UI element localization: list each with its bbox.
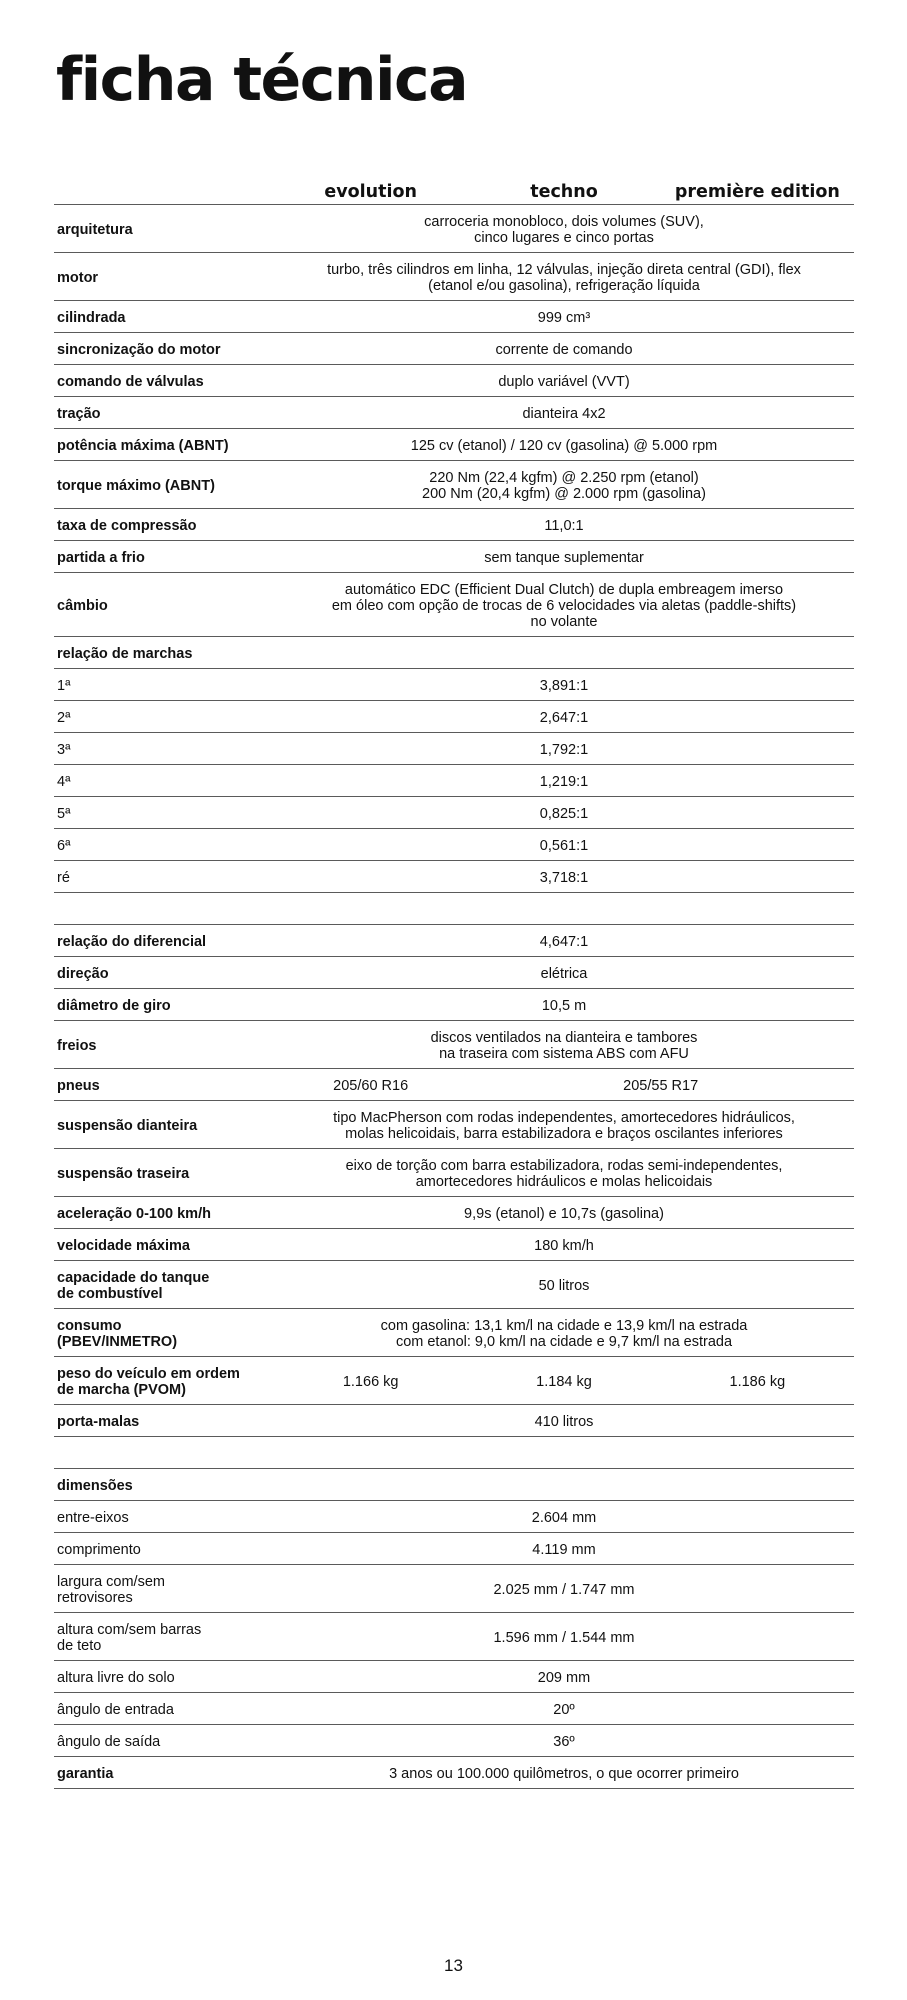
spec-row: [54, 1021, 854, 1069]
spec-row: [54, 1613, 854, 1661]
spec-value: 220 Nm (22,4 kgfm) @ 2.250 rpm (etanol) 200 Nm (20,4 kgfm) @ 2.000 rpm (gasolina): [274, 461, 854, 509]
spec-value: tipo MacPherson com rodas independentes, amortecedores hidráulicos, molas helicoidais, barra estabilizadora e braços oscilantes inferiores: [274, 1101, 854, 1149]
spec-label: taxa de compressão: [54, 509, 274, 541]
spec-label: direção: [54, 957, 274, 989]
column-header-techno: techno: [467, 172, 660, 205]
spec-row: [54, 1693, 854, 1725]
column-header-row: [54, 172, 854, 205]
spec-label: relação de marchas: [54, 637, 274, 669]
spec-label: peso do veículo em ordem de marcha (PVOM): [54, 1357, 274, 1405]
spec-value: 999 cm³: [274, 301, 854, 333]
spec-row: [54, 205, 854, 253]
spec-value: 1,219:1: [274, 765, 854, 797]
spec-row: [54, 1501, 854, 1533]
spec-value: 2,647:1: [274, 701, 854, 733]
spec-label: entre-eixos: [54, 1501, 274, 1533]
spec-row: [54, 1309, 854, 1357]
spec-value: 2.025 mm / 1.747 mm: [274, 1565, 854, 1613]
spec-value: 410 litros: [274, 1405, 854, 1437]
spec-label: sincronização do motor: [54, 333, 274, 365]
spec-value: 1,792:1: [274, 733, 854, 765]
spec-value: automático EDC (Efficient Dual Clutch) de dupla embreagem imerso em óleo com opção de trocas de 6 velocidades via aletas (paddle-shifts) no volante: [274, 573, 854, 637]
spec-value-techno: 1.184 kg: [467, 1357, 660, 1405]
spec-row: [54, 1101, 854, 1149]
spec-value: 4.119 mm: [274, 1533, 854, 1565]
spec-label: largura com/sem retrovisores: [54, 1565, 274, 1613]
spec-value: duplo variável (VVT): [274, 365, 854, 397]
spec-value: com gasolina: 13,1 km/l na cidade e 13,9 km/l na estrada com etanol: 9,0 km/l na cidade e 9,7 km/l na estrada: [274, 1309, 854, 1357]
page-title: ficha técnica: [56, 45, 468, 115]
spec-row: [54, 1229, 854, 1261]
spec-label: ângulo de saída: [54, 1725, 274, 1757]
spec-value-premiere: 1.186 kg: [661, 1357, 854, 1405]
spec-value: 4,647:1: [274, 925, 854, 957]
spec-row: [54, 573, 854, 637]
spec-value: 209 mm: [274, 1661, 854, 1693]
spec-label: câmbio: [54, 573, 274, 637]
spec-value: [274, 637, 854, 669]
spec-label: suspensão dianteira: [54, 1101, 274, 1149]
spec-row: [54, 1069, 854, 1101]
spec-value: [274, 1469, 854, 1501]
spec-value: 3,718:1: [274, 861, 854, 893]
spec-label: 2ª: [54, 701, 274, 733]
spec-value-techno-premiere: 205/55 R17: [467, 1069, 854, 1101]
spec-value: discos ventilados na dianteira e tambores na traseira com sistema ABS com AFU: [274, 1021, 854, 1069]
spec-row: [54, 397, 854, 429]
spec-value: 36º: [274, 1725, 854, 1757]
spec-row: [54, 637, 854, 669]
spec-row: [54, 253, 854, 301]
spec-label: tração: [54, 397, 274, 429]
spec-label: garantia: [54, 1757, 274, 1789]
spec-row: [54, 829, 854, 861]
spec-label: 3ª: [54, 733, 274, 765]
spec-row: [54, 1197, 854, 1229]
spec-label: cilindrada: [54, 301, 274, 333]
spec-row: [54, 1405, 854, 1437]
spec-row: [54, 1661, 854, 1693]
spec-value: 1.596 mm / 1.544 mm: [274, 1613, 854, 1661]
spec-label: torque máximo (ABNT): [54, 461, 274, 509]
spec-row: [54, 1533, 854, 1565]
spec-label: 6ª: [54, 829, 274, 861]
spec-value: 180 km/h: [274, 1229, 854, 1261]
spec-row: [54, 1357, 854, 1405]
spec-value: carroceria monobloco, dois volumes (SUV), cinco lugares e cinco portas: [274, 205, 854, 253]
spec-label: ré: [54, 861, 274, 893]
spec-value: 0,825:1: [274, 797, 854, 829]
spec-label: consumo (PBEV/INMETRO): [54, 1309, 274, 1357]
spec-label: diâmetro de giro: [54, 989, 274, 1021]
spec-row: [54, 365, 854, 397]
spec-row: [54, 333, 854, 365]
spec-value: 10,5 m: [274, 989, 854, 1021]
spec-value: 2.604 mm: [274, 1501, 854, 1533]
spec-value-evolution: 1.166 kg: [274, 1357, 467, 1405]
spec-value: eixo de torção com barra estabilizadora, rodas semi-independentes, amortecedores hidráulicos e molas helicoidais: [274, 1149, 854, 1197]
spec-row: [54, 461, 854, 509]
spec-value: 3 anos ou 100.000 quilômetros, o que ocorrer primeiro: [274, 1757, 854, 1789]
spec-label: porta-malas: [54, 1405, 274, 1437]
spec-row: [54, 1261, 854, 1309]
spec-value: sem tanque suplementar: [274, 541, 854, 573]
spec-row: [54, 509, 854, 541]
spec-label: velocidade máxima: [54, 1229, 274, 1261]
page-number: 13: [444, 1956, 463, 1975]
spec-value: [274, 893, 854, 925]
spec-row: [54, 1565, 854, 1613]
spec-value: 3,891:1: [274, 669, 854, 701]
spec-value: [274, 1437, 854, 1469]
spec-row: [54, 669, 854, 701]
header-spacer: [54, 172, 274, 205]
spec-label: 4ª: [54, 765, 274, 797]
spec-value: 11,0:1: [274, 509, 854, 541]
spec-label: partida a frio: [54, 541, 274, 573]
spec-label: 5ª: [54, 797, 274, 829]
spec-label: ângulo de entrada: [54, 1693, 274, 1725]
spec-label: freios: [54, 1021, 274, 1069]
spec-value: 125 cv (etanol) / 120 cv (gasolina) @ 5.000 rpm: [274, 429, 854, 461]
spec-label: 1ª: [54, 669, 274, 701]
spec-row: [54, 1149, 854, 1197]
spec-row: [54, 429, 854, 461]
spec-row: [54, 301, 854, 333]
spec-row: [54, 989, 854, 1021]
column-header-evolution: evolution: [274, 172, 467, 205]
spec-label: comando de válvulas: [54, 365, 274, 397]
spec-label: aceleração 0-100 km/h: [54, 1197, 274, 1229]
spec-label: [54, 1437, 274, 1469]
spec-label: potência máxima (ABNT): [54, 429, 274, 461]
spec-row: [54, 701, 854, 733]
spec-label: pneus: [54, 1069, 274, 1101]
spec-label: [54, 893, 274, 925]
spec-label: comprimento: [54, 1533, 274, 1565]
spec-row: [54, 1757, 854, 1789]
spec-value-evolution: 205/60 R16: [274, 1069, 467, 1101]
spec-row: [54, 797, 854, 829]
spec-value: turbo, três cilindros em linha, 12 válvulas, injeção direta central (GDI), flex (etanol e/ou gasolina), refrigeração líquida: [274, 253, 854, 301]
spec-label: altura com/sem barras de teto: [54, 1613, 274, 1661]
spec-row: [54, 1469, 854, 1501]
spec-value: elétrica: [274, 957, 854, 989]
spec-row: [54, 957, 854, 989]
spec-table: [54, 172, 854, 1789]
spec-row: [54, 1437, 854, 1469]
spec-value: 9,9s (etanol) e 10,7s (gasolina): [274, 1197, 854, 1229]
spec-label: altura livre do solo: [54, 1661, 274, 1693]
spec-value: 20º: [274, 1693, 854, 1725]
spec-row: [54, 765, 854, 797]
spec-row: [54, 733, 854, 765]
spec-value: corrente de comando: [274, 333, 854, 365]
spec-label: arquitetura: [54, 205, 274, 253]
spec-label: relação do diferencial: [54, 925, 274, 957]
spec-value: 50 litros: [274, 1261, 854, 1309]
spec-row: [54, 861, 854, 893]
spec-label: suspensão traseira: [54, 1149, 274, 1197]
spec-row: [54, 1725, 854, 1757]
spec-label: dimensões: [54, 1469, 274, 1501]
spec-label: motor: [54, 253, 274, 301]
column-header-premiere-edition: première edition: [661, 172, 854, 205]
spec-value: dianteira 4x2: [274, 397, 854, 429]
spec-row: [54, 541, 854, 573]
spec-row: [54, 893, 854, 925]
spec-label: capacidade do tanque de combustível: [54, 1261, 274, 1309]
spec-row: [54, 925, 854, 957]
spec-value: 0,561:1: [274, 829, 854, 861]
